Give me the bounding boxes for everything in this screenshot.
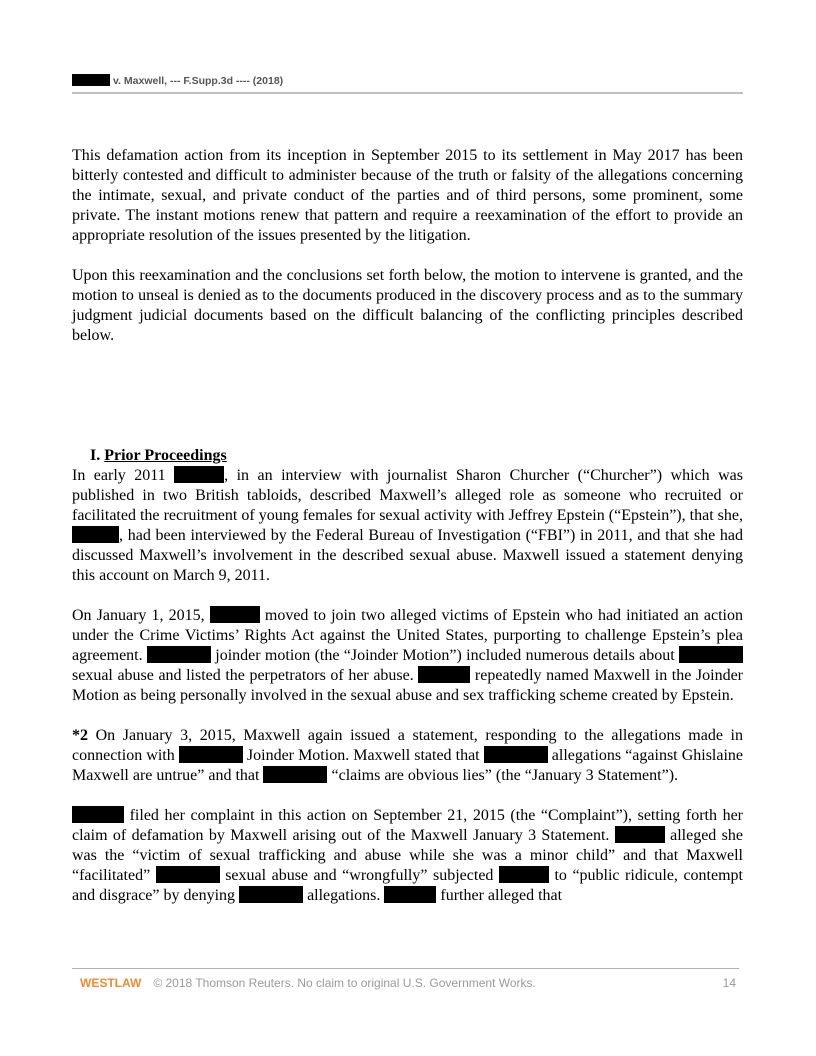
copyright-notice: © 2018 Thomson Reuters. No claim to original U.S. Government Works. xyxy=(153,976,536,990)
section-title: Prior Proceedings xyxy=(104,447,227,464)
header-divider xyxy=(72,92,743,94)
paragraph-complaint: filed her complaint in this action on September 21, 2015 (the “Complaint”), setting forth her claim of defamation by Maxwell arising out of the Maxwell January 3 Statement. alleged she was the “victim of sexual trafficking and abuse while she was a minor child” and that Maxwell “facilitated” sexual abuse and “wrongfully” subjected to “public ridicule, contempt and disgrace” by denying allegations. further alleged that xyxy=(72,807,743,904)
redaction-box xyxy=(384,886,436,903)
page-number: 14 xyxy=(722,976,736,990)
paragraph-prior-proceedings: In early 2011 , in an interview with journalist Sharon Churcher (“Churcher”) which was published in two British tabloids, described Maxwell’s alleged role as someone who recruited or facilitated the recruitment of young females for sexual activity with Jeffrey Epstein (“Epstein”), that she, , had been interviewed by the Federal Bureau of Investigation (“FBI”) in 2011, and that she had discussed Maxwell’s involvement in the described sexual abuse. Maxwell issued a statement denying this account on March 9, 2011. xyxy=(72,467,743,584)
redaction-box xyxy=(615,826,665,843)
redaction-box xyxy=(499,866,549,883)
redaction-box xyxy=(156,866,220,883)
redaction-box xyxy=(72,806,124,823)
case-citation: v. Maxwell, --- F.Supp.3d ---- (2018) xyxy=(113,75,284,87)
running-header xyxy=(72,74,743,88)
redaction-box xyxy=(484,746,548,763)
star-page-marker: *2 xyxy=(72,727,88,744)
redaction-box xyxy=(418,666,470,683)
redaction-box xyxy=(679,646,743,663)
redaction-box xyxy=(210,606,260,623)
paragraph-january-3-statement: *2 On January 3, 2015, Maxwell again issued a statement, responding to the allegations made in connection with Joinder Motion. Maxwell stated that allegations “against Ghislaine Maxwell are untrue” and that “claims are obvious lies” (the “January 3 Statement”). xyxy=(72,727,744,784)
redaction-box xyxy=(263,766,327,783)
redaction-box xyxy=(72,526,119,543)
westlaw-logo: WESTLAW xyxy=(80,976,142,990)
section-heading xyxy=(72,446,743,466)
document-body xyxy=(72,146,743,906)
footer-divider xyxy=(72,968,739,969)
redaction-box xyxy=(147,646,211,663)
paragraph-conclusion: Upon this reexamination and the conclusions set forth below, the motion to intervene is granted, and the motion to unseal is denied as to the documents produced in the discovery process and as to the summary judgment judicial documents based on the difficult balancing of the conflicting principles described below. xyxy=(72,267,743,344)
redaction-box xyxy=(179,746,243,763)
page-footer xyxy=(80,975,739,991)
redaction-box xyxy=(239,886,303,903)
redaction-box xyxy=(174,466,224,483)
redaction-box xyxy=(72,74,110,86)
section-number: I. xyxy=(90,447,101,464)
paragraph-intro: This defamation action from its inception in September 2015 to its settlement in May 2017 has been bitterly contested and difficult to administer because of the truth or falsity of the allegations concerning the intimate, sexual, and private conduct of the parties and of third persons, some prominent, some private. The instant motions renew that pattern and require a reexamination of the effort to provide an appropriate resolution of the issues presented by the litigation. xyxy=(72,147,743,244)
paragraph-joinder-motion: On January 1, 2015, moved to join two alleged victims of Epstein who had initiated an action under the Crime Victims’ Rights Act against the United States, purporting to challenge Epstein’s plea agreement. joinder motion (the “Joinder Motion”) included numerous details about sexual abuse and listed the perpetrators of her abuse. repeatedly named Maxwell in the Joinder Motion as being personally involved in the sexual abuse and sex trafficking scheme created by Epstein. xyxy=(72,607,744,704)
